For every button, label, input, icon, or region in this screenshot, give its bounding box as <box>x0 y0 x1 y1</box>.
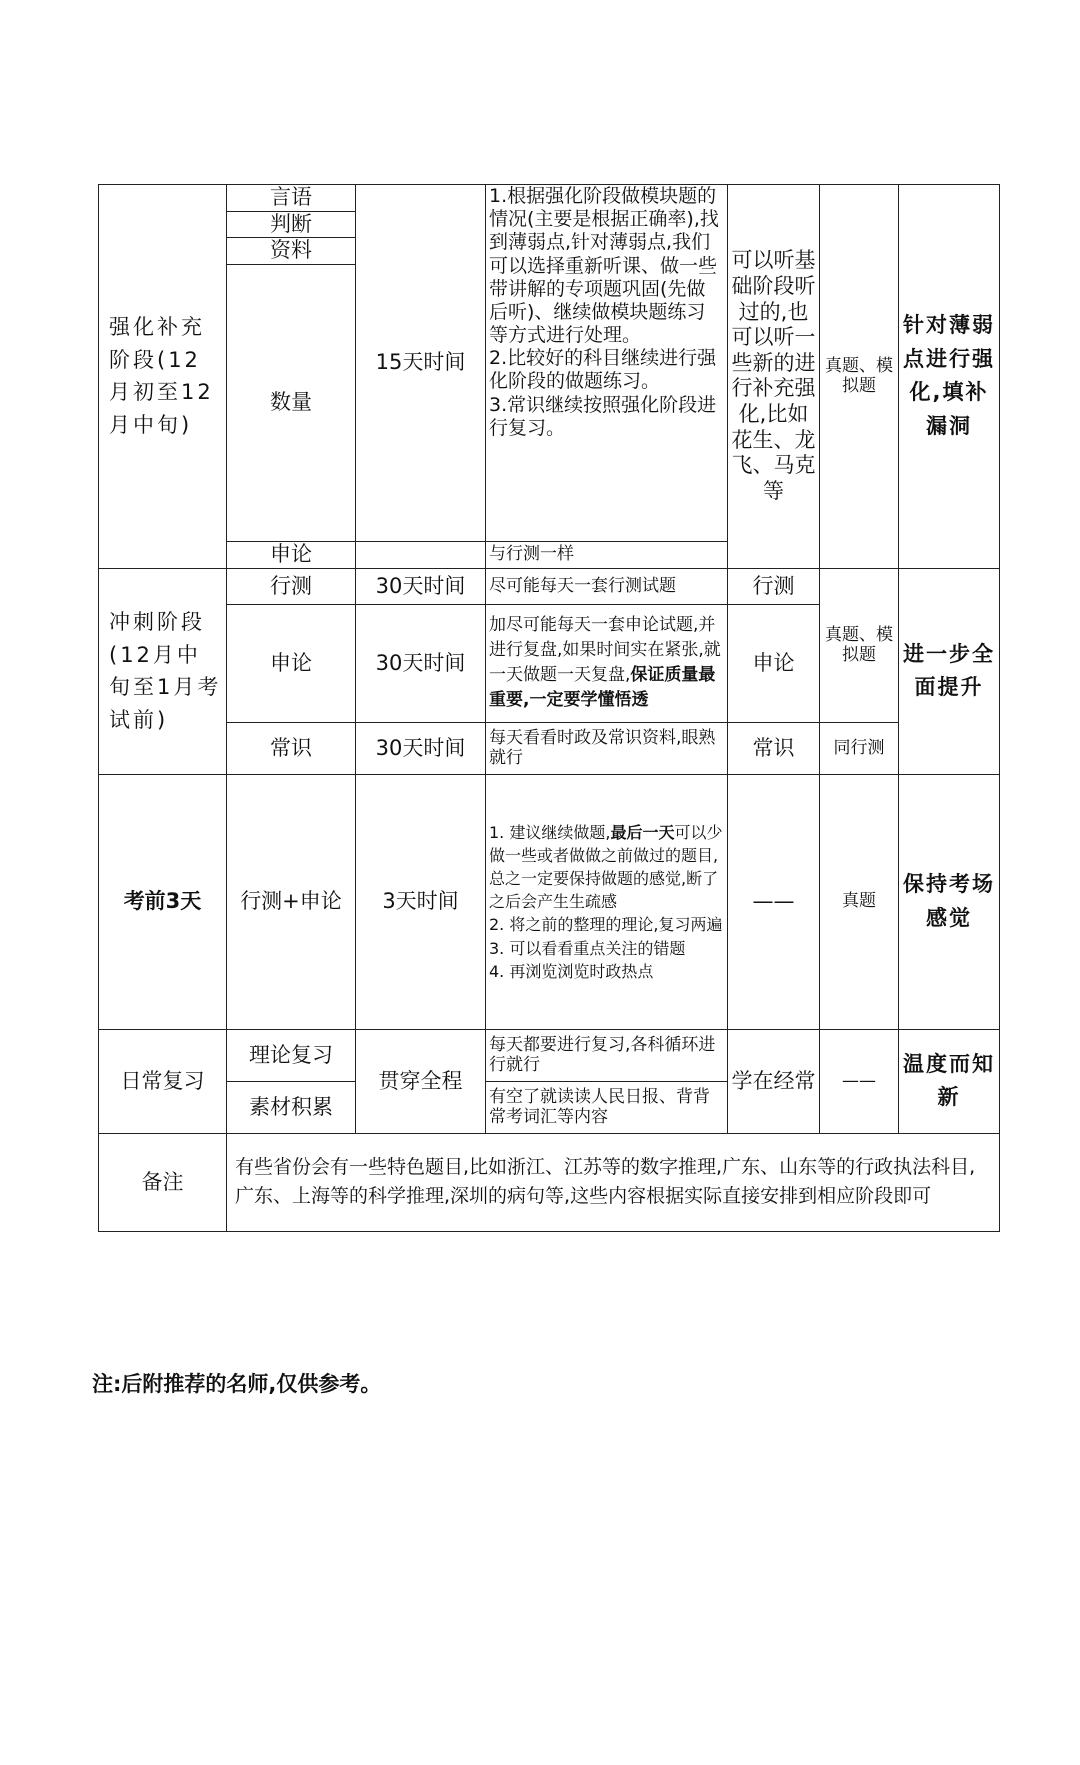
sprint-method-xingce: 尽可能每天一套行测试题 <box>486 568 728 604</box>
material-reinforce: 真题、模拟题 <box>820 185 899 569</box>
stage-reinforce: 强化补充阶段(12月初至12月中旬) <box>99 185 227 569</box>
daily-subject-theory: 理论复习 <box>227 1029 356 1081</box>
final-time: 3天时间 <box>356 774 486 1029</box>
subject-yanyu: 言语 <box>227 185 356 212</box>
remark-label: 备注 <box>99 1133 227 1231</box>
subject-panduan: 判断 <box>227 211 356 238</box>
stage-final: 考前3天 <box>99 774 227 1029</box>
method-shenlun-reinforce: 与行测一样 <box>486 541 728 568</box>
lecture-reinforce: 可以听基础阶段听过的,也可以听一些新的进行补充强化,比如花生、龙飞、马克等 <box>728 185 820 569</box>
daily-subject-material: 素材积累 <box>227 1081 356 1133</box>
daily-lecture: 学在经常 <box>728 1029 820 1133</box>
time-shenlun-empty <box>356 541 486 568</box>
goal-sprint: 进一步全面提升 <box>899 568 1000 774</box>
time-reinforce: 15天时间 <box>356 185 486 542</box>
final-item-1-rest: 可以少做一些或者做做之前做过的题目,总之一定要保持做题的感觉,断了之后会产生生疏感 <box>489 822 723 912</box>
study-plan-table <box>98 184 1000 1232</box>
sprint-time-changshi: 30天时间 <box>356 722 486 774</box>
final-item-1-bold: 最后一天 <box>610 822 675 842</box>
sprint-time-shenlun: 30天时间 <box>356 604 486 722</box>
method-reinforce <box>486 185 728 542</box>
goal-daily: 温度而知新 <box>899 1029 1000 1133</box>
sprint-method-shenlun <box>486 604 728 722</box>
sprint-material-changshi: 同行测 <box>820 722 899 774</box>
subject-ziliao: 资料 <box>227 238 356 265</box>
sprint-method-shenlun-text: 加尽可能每天一套申论试题,并进行复盘,如果时间实在紧张,就一天做题一天复盘, <box>489 615 721 686</box>
goal-reinforce: 针对薄弱点进行强化,填补漏洞 <box>899 185 1000 569</box>
remark-text: 有些省份会有一些特色题目,比如浙江、江苏等的数字推理,广东、山东等的行政执法科目,广东、上海等的科学推理,深圳的病句等,这些内容根据实际直接安排到相应阶段即可 <box>227 1133 1000 1231</box>
stage-sprint: 冲刺阶段(12月中旬至1月考试前) <box>99 568 227 774</box>
daily-material: —— <box>820 1029 899 1133</box>
final-subject: 行测+申论 <box>227 774 356 1029</box>
sprint-time-xingce: 30天时间 <box>356 568 486 604</box>
sprint-lecture-xingce: 行测 <box>728 568 820 604</box>
daily-time: 贯穿全程 <box>356 1029 486 1133</box>
method-line-1: 1.根据强化阶段做模块题的情况(主要是根据正确率),找到薄弱点,针对薄弱点,我们可以选择重新听课、做一些带讲解的专项题巩固(先做后听)、继续做模块题练习等方式进行处理。 <box>489 185 719 347</box>
final-item-1 <box>489 821 724 914</box>
material-sprint: 真题、模拟题 <box>820 568 899 722</box>
method-line-3: 3.常识继续按照强化阶段进行复习。 <box>489 393 717 439</box>
sprint-method-changshi: 每天看看时政及常识资料,眼熟就行 <box>486 722 728 774</box>
sprint-subject-shenlun: 申论 <box>227 604 356 722</box>
final-item-4: 4. 再浏览浏览时政热点 <box>489 961 654 981</box>
footnote: 注:后附推荐的名师,仅供参考。 <box>92 1372 382 1396</box>
method-line-2: 2.比较好的科目继续进行强化阶段的做题练习。 <box>489 347 717 393</box>
stage-daily: 日常复习 <box>99 1029 227 1133</box>
daily-method-material: 有空了就读读人民日报、背背常考词汇等内容 <box>486 1081 728 1133</box>
final-material: 真题 <box>820 774 899 1029</box>
daily-method-theory: 每天都要进行复习,各科循环进行就行 <box>486 1029 728 1081</box>
sprint-lecture-shenlun: 申论 <box>728 604 820 722</box>
sprint-lecture-changshi: 常识 <box>728 722 820 774</box>
goal-final: 保持考场感觉 <box>899 774 1000 1029</box>
sprint-subject-changshi: 常识 <box>227 722 356 774</box>
sprint-subject-xingce: 行测 <box>227 568 356 604</box>
final-item-2: 2. 将之前的整理的理论,复习两遍 <box>489 915 723 935</box>
final-lecture: —— <box>728 774 820 1029</box>
subject-shenlun-reinforce: 申论 <box>227 541 356 568</box>
sprint-method-shenlun-emphasis: 保证质量最重要,一定要学懂悟透 <box>489 665 716 711</box>
final-item-1-prefix: 1. 建议继续做题, <box>489 822 611 842</box>
final-method <box>486 774 728 1029</box>
final-item-3: 3. 可以看看重点关注的错题 <box>489 938 686 958</box>
subject-shuliang: 数量 <box>227 264 356 541</box>
